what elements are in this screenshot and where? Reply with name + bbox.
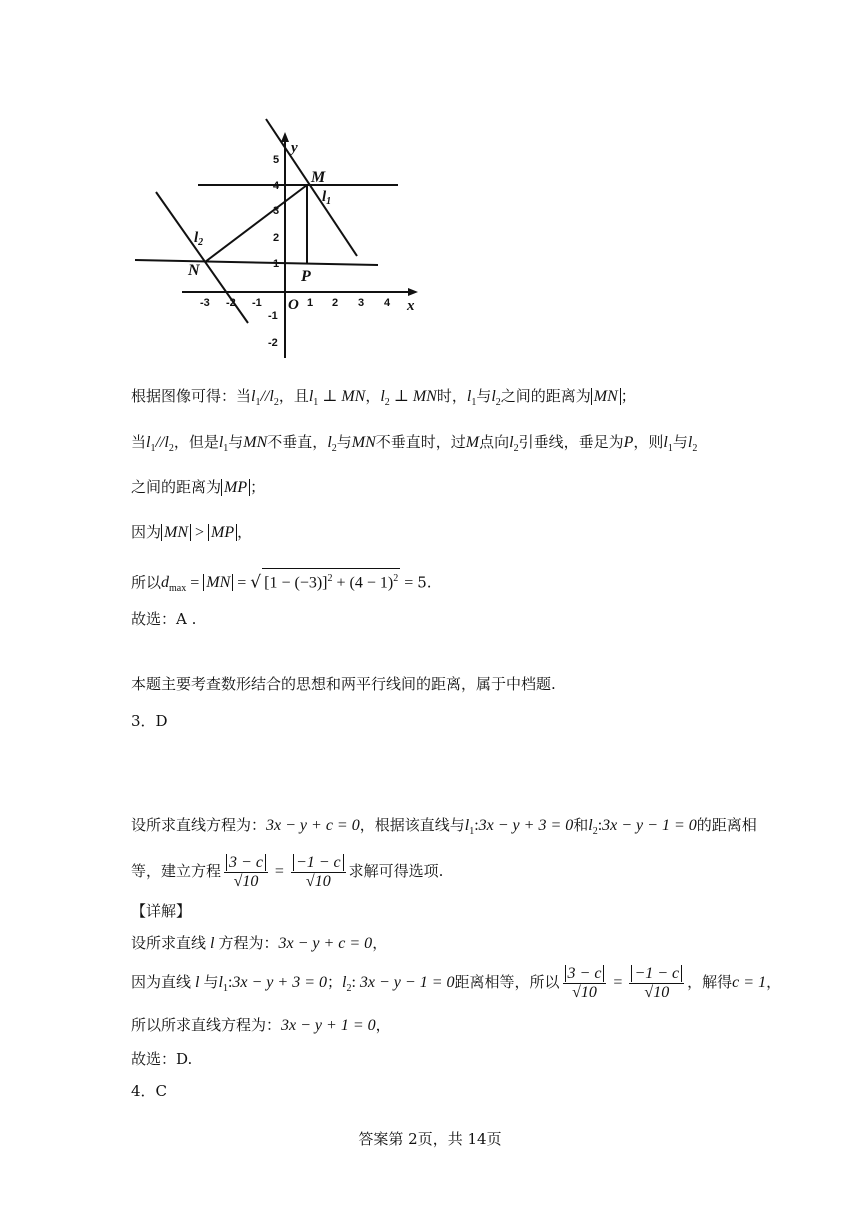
x-axis-label: x	[407, 298, 415, 314]
y-tick-label: 5	[273, 154, 280, 166]
math: M	[465, 434, 480, 451]
math: $l_1$	[466, 388, 477, 409]
y-tick-label: 1	[273, 258, 280, 270]
math: $l_2$	[687, 434, 698, 455]
math: 3x − y + 1 = 0	[281, 1017, 376, 1034]
sqrt-icon: √	[250, 572, 262, 593]
line-l1	[266, 119, 357, 256]
text-line: 所以所求直线方程为：3x − y + 1 = 0，	[131, 1016, 391, 1034]
segment-mn	[205, 185, 307, 262]
math: $l_2:3x - y - 1 = 0$	[588, 817, 697, 838]
math: $l_1:3x - y + 3 = 0$	[464, 817, 574, 838]
math: $l_2$ ⊥ MN	[380, 388, 437, 409]
math: MP	[208, 524, 237, 541]
text-line: 当$l_1//l_2$，但是$l_1$与MN不垂直，$l_2$与MN不垂直时，过M点向$l_2$引垂线，垂足为P，则$l_1$与$l_2$	[131, 433, 698, 455]
math: $d_{max}$	[161, 574, 187, 595]
math: =	[186, 574, 204, 592]
math: $l_1$ ⊥ MN	[308, 388, 366, 409]
math: MP	[221, 479, 250, 496]
x-tick-label: -3	[200, 297, 210, 309]
line-l2-label: $l_2$	[194, 230, 204, 248]
text-line: 设所求直线方程为：3x − y + c = 0，根据该直线与$l_1:3x - y + 3 = 0$和$l_2:3x - y - 1 = 0$的距离相	[131, 816, 757, 838]
fraction: $\frac{-1 - c}{√10}$	[291, 854, 346, 891]
math: $l_2$	[327, 434, 337, 455]
math: MN	[243, 434, 268, 451]
line-l1-label: $l_1$	[322, 189, 332, 207]
math: 3x − y + c = 0	[278, 935, 373, 952]
x-tick-label: 1	[307, 297, 314, 309]
x-tick-label: -1	[252, 297, 262, 309]
math: MN	[161, 524, 191, 541]
text-line: 根据图像可得：当$l_1//l_2$，且$l_1$ ⊥ MN，$l_2$ ⊥ MN时，$l_1$与$l_2$之间的距离为 MN ；	[131, 387, 636, 409]
fraction: $\frac{3 - c}{√10}$	[224, 854, 268, 891]
y-tick-label: 3	[273, 205, 280, 217]
y-tick-label: -1	[268, 310, 278, 322]
math: c = 1	[732, 974, 767, 991]
math: 3x − y + c = 0	[266, 817, 360, 834]
math: $l_2$	[509, 434, 519, 455]
y-tick-label: 2	[273, 232, 280, 244]
point-m-label: M	[311, 169, 326, 186]
text-line: 因为 MN > MP ，	[131, 523, 253, 541]
math: MN	[351, 434, 376, 451]
math: MN	[203, 574, 233, 591]
x-tick-label: -2	[226, 297, 236, 309]
math: =	[400, 574, 418, 592]
math: $l_2$	[491, 388, 501, 409]
text-line: 4．C	[131, 1082, 168, 1100]
x-tick-label: 3	[358, 297, 365, 309]
text-line: 本题主要考查数形结合的思想和两平行线间的距离，属于中档题.	[131, 675, 556, 693]
origin-label: O	[288, 297, 299, 313]
text-line: 故选：A .	[131, 610, 197, 628]
math: $l_1$	[663, 434, 673, 455]
math: MN	[591, 388, 621, 405]
horizontal-line-n	[135, 260, 378, 265]
coordinate-figure	[130, 112, 430, 362]
text-line: 【详解】	[131, 902, 192, 920]
y-tick-label: 4	[273, 180, 280, 192]
math: $l_1//l_2$	[251, 388, 279, 409]
math: l	[210, 935, 215, 952]
text-line: 3．D	[131, 712, 168, 730]
x-tick-label: 2	[332, 297, 339, 309]
y-axis-label: y	[291, 140, 298, 156]
text-line: 设所求直线 l 方程为：3x − y + c = 0，	[131, 934, 388, 952]
math: =	[270, 863, 288, 880]
math: >	[191, 524, 209, 541]
x-axis-arrow	[408, 288, 418, 296]
y-tick-label: -2	[268, 337, 278, 349]
math: l	[195, 974, 200, 991]
math: =	[233, 574, 251, 592]
text-line: 之间的距离为 MP ；	[131, 478, 266, 496]
math: $l_1$	[218, 434, 229, 455]
math: $l_1:3x - y + 3 = 0$	[218, 974, 327, 995]
page-footer: 答案第 2页，共 14页	[358, 1130, 502, 1148]
math: =	[609, 974, 627, 991]
math: $[1 - (-3)]^2 + (4 - 1)^2$	[262, 568, 400, 593]
y-axis-arrow	[281, 132, 289, 142]
text-line: 所以$d_{max}$ = MN = √ $[1 - (-3)]^2 + (4 - 1)^2 = 5$.	[131, 568, 432, 600]
x-tick-label: 4	[384, 297, 391, 309]
text-line: 因为直线 l 与$l_1:3x - y + 3 = 0$；$l_2$: 3x − y − 1 = 0距离相等，所以 $\frac{3 - c}{√10}$ = $\frac{-1 - c}{√10}$ ，解得c = 1，	[131, 964, 782, 1001]
text-line: 等，建立方程 $\frac{3 - c}{√10}$ = $\frac{-1 - c}{√10}$ 求解可得选项.	[131, 853, 444, 890]
point-n-label: N	[188, 262, 200, 279]
math: $l_2$: 3x − y − 1 = 0	[342, 974, 455, 995]
fraction: $\frac{3 - c}{√10}$	[563, 965, 607, 1002]
point-p-label: P	[301, 268, 311, 285]
math: P	[623, 434, 634, 451]
fraction: $\frac{-1 - c}{√10}$	[629, 965, 684, 1002]
math: $l_1//l_2$	[146, 434, 174, 455]
text-line: 故选：D.	[131, 1050, 193, 1068]
